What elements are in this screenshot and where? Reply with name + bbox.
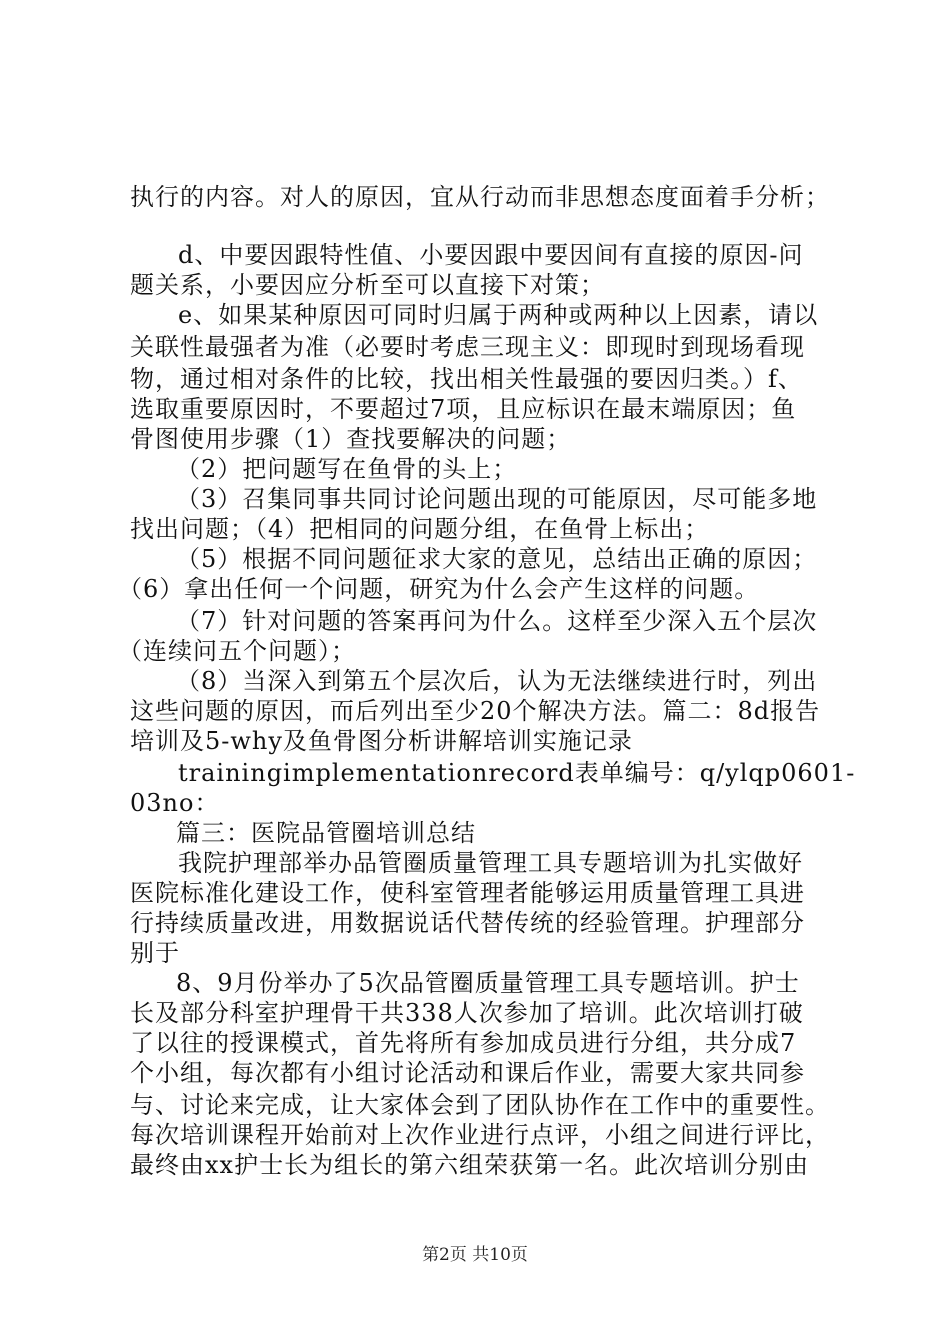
text-line: 执行的内容。对人的原因，宜从行动而非思想态度面着手分析； — [130, 183, 830, 211]
text-line: （2）把问题写在鱼骨的头上； — [176, 455, 518, 483]
text-line: 这些问题的原因，而后列出至少20个解决方法。篇二：8d报告 — [130, 697, 821, 725]
text-line: 每次培训课程开始前对上次作业进行点评，小组之间进行评比， — [130, 1121, 830, 1149]
text-line: 题关系，小要因应分析至可以直接下对策； — [130, 271, 605, 299]
text-line: （连续问五个问题）； — [118, 637, 356, 665]
text-line: 了以往的授课模式，首先将所有参加成员进行分组，共分成7 — [130, 1029, 797, 1057]
text-line: e、如果某种原因可同时归属于两种或两种以上因素，请以 — [178, 301, 819, 329]
text-line: （7）针对问题的答案再问为什么。这样至少深入五个层次 — [176, 607, 818, 635]
text-line: trainingimplementationrecord表单编号：q/ylqp0601- — [178, 759, 856, 787]
text-line: 03no： — [130, 789, 220, 817]
page-number-footer: 第2页 共10页 — [422, 1245, 528, 1265]
text-line: 与、讨论来完成，让大家体会到了团队协作在工作中的重要性。 — [130, 1091, 830, 1119]
section-heading: 篇三：医院品管圈培训总结 — [176, 819, 476, 847]
text-line: 物，通过相对条件的比较，找出相关性最强的要因归类。）f、 — [130, 365, 803, 393]
text-line: （5）根据不同问题征求大家的意见，总结出正确的原因； — [176, 545, 818, 573]
text-line: 选取重要原因时，不要超过7项，且应标识在最末端原因；鱼 — [130, 395, 797, 423]
text-line: 找出问题；（4）把相同的问题分组，在鱼骨上标出； — [130, 515, 710, 543]
text-line: 个小组，每次都有小组讨论活动和课后作业，需要大家共同参 — [130, 1059, 805, 1087]
text-line: 关联性最强者为准（必要时考虑三现主义：即现时到现场看现 — [130, 333, 805, 361]
text-line: 长及部分科室护理骨干共338人次参加了培训。此次培训打破 — [130, 999, 804, 1027]
text-line: 骨图使用步骤（1）查找要解决的问题； — [130, 425, 572, 453]
text-line: 医院标准化建设工作，使科室管理者能够运用质量管理工具进 — [130, 879, 805, 907]
text-line: （8）当深入到第五个层次后，认为无法继续进行时，列出 — [176, 667, 818, 695]
text-line: 行持续质量改进，用数据说话代替传统的经验管理。护理部分 — [130, 909, 805, 937]
text-line: 培训及5-why及鱼骨图分析讲解培训实施记录 — [130, 727, 633, 755]
text-line: 我院护理部举办品管圈质量管理工具专题培训为扎实做好 — [178, 849, 803, 877]
text-line: 8、9月份举办了5次品管圈质量管理工具专题培训。护士 — [176, 969, 800, 997]
text-line: 最终由xx护士长为组长的第六组荣获第一名。此次培训分别由 — [130, 1151, 810, 1179]
text-line: d、中要因跟特性值、小要因跟中要因间有直接的原因-问 — [178, 241, 804, 269]
text-line: （3）召集同事共同讨论问题出现的可能原因，尽可能多地 — [176, 485, 818, 513]
text-line: 别于 — [130, 939, 180, 967]
text-line: （6）拿出任何一个问题，研究为什么会产生这样的问题。 — [118, 575, 760, 603]
